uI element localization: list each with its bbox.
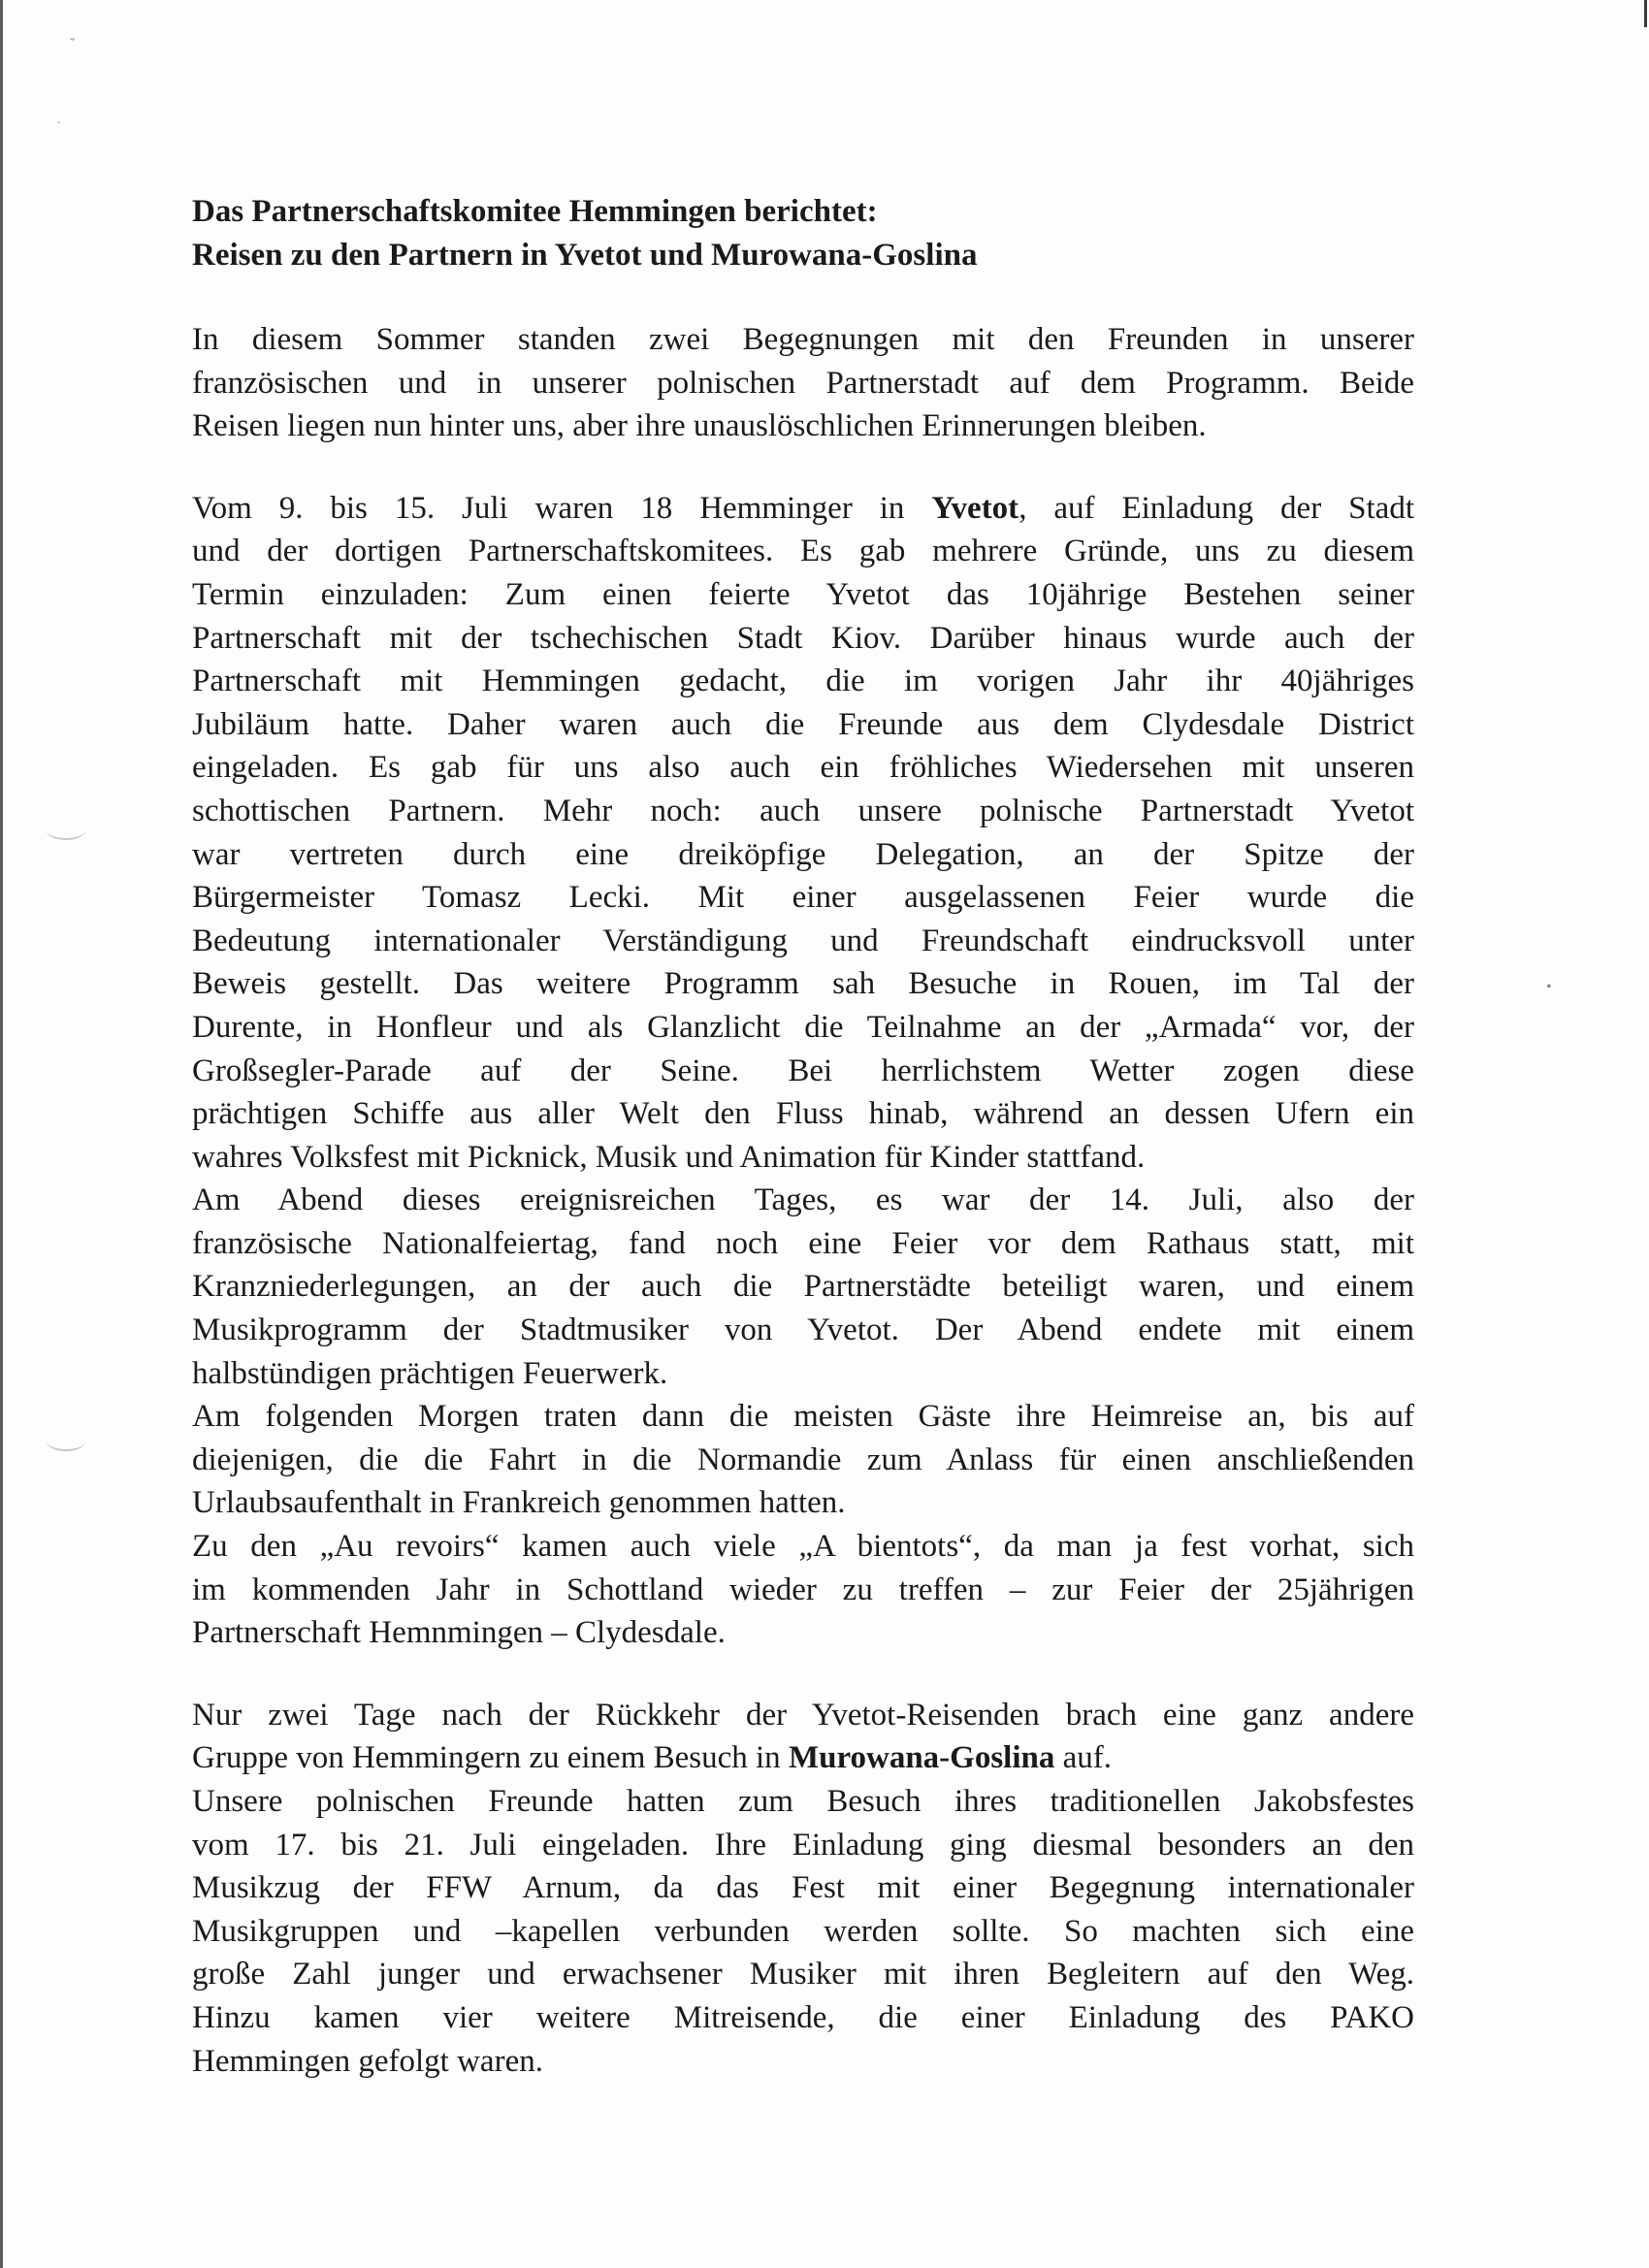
- text-line: Partnerschaft Hemnmingen – Clydesdale.: [192, 1615, 726, 1651]
- text-line: Am folgenden Morgen traten dann die meisten Gäste ihre Heimreise an, bis auf: [192, 1399, 1414, 1435]
- page-title: [192, 190, 1414, 277]
- text-line: eingeladen. Es gab für uns also auch ein fröhliches Wiedersehen mit unseren: [192, 750, 1414, 786]
- punch-hole-mark: [47, 821, 85, 840]
- place-name-yvetot: Yvetot: [931, 490, 1019, 526]
- scan-speck: •: [1546, 979, 1552, 995]
- text-run: Gruppe von Hemmingern zu einem Besuch in: [192, 1740, 789, 1776]
- text-line: im kommenden Jahr in Schottland wieder zu treffen – zur Feier der 25jährigen: [192, 1571, 1414, 1607]
- text-line: Reisen liegen nun hinter uns, aber ihre unauslöschlichen Erinnerungen bleiben.: [192, 408, 1207, 444]
- text-line: Musikgruppen und –kapellen verbunden werden sollte. So machten sich eine: [192, 1913, 1414, 1949]
- text-line: [192, 1736, 1414, 1780]
- scan-speck: ˇ: [70, 36, 76, 52]
- text-line: Urlaubsaufenthalt in Frankreich genommen hatten.: [192, 1485, 846, 1521]
- text-line: Musikprogramm der Stadtmusiker von Yvetot. Der Abend endete mit einem: [192, 1312, 1414, 1348]
- text-line: vom 17. bis 21. Juli eingeladen. Ihre Einladung ging diesmal besonders an den: [192, 1827, 1414, 1863]
- text-line: Hemmingen gefolgt waren.: [192, 2043, 543, 2079]
- text-line: Unsere polnischen Freunde hatten zum Besuch ihres traditionellen Jakobsfestes: [192, 1784, 1414, 1819]
- place-name-murowana-goslina: Murowana-Goslina: [788, 1740, 1055, 1776]
- text-run: Vom 9. bis 15. Juli waren 18 Hemminger in: [192, 490, 932, 526]
- text-line: Hinzu kamen vier weitere Mitreisende, die einer Einladung des PAKO: [192, 1999, 1414, 2035]
- title-line-1: Das Partnerschaftskomitee Hemmingen berichtet:: [192, 194, 878, 229]
- paragraph-jakobsfest: [192, 1780, 1414, 2083]
- paragraph-murowana: [192, 1694, 1414, 1780]
- text-line: Beweis gestellt. Das weitere Programm sah Besuche in Rouen, im Tal der: [192, 966, 1414, 1002]
- paragraph-evening: [192, 1179, 1414, 1395]
- text-line: Zu den „Au revoirs“ kamen auch viele „A bientots“, da man ja fest vorhat, sich: [192, 1529, 1414, 1565]
- text-line: Bedeutung internationaler Verständigung und Freundschaft eindrucksvoll unter: [192, 923, 1414, 958]
- paragraph-yvetot: [192, 487, 1414, 1180]
- title-line-2: Reisen zu den Partnern in Yvetot und Murowana-Goslina: [192, 238, 978, 273]
- letter-page: [192, 190, 1414, 2083]
- text-run: auf.: [1054, 1740, 1113, 1776]
- text-line: Großsegler-Parade auf der Seine. Bei herrlichstem Wetter zogen diese: [192, 1053, 1414, 1088]
- scan-edge-left: [0, 0, 3, 2268]
- punch-hole-mark: [47, 1432, 85, 1451]
- text-line: [192, 487, 1414, 531]
- text-line: prächtigen Schiffe aus aller Welt den Fluss hinab, während an dessen Ufern ein: [192, 1096, 1414, 1132]
- text-line: halbstündigen prächtigen Feuerwerk.: [192, 1355, 668, 1391]
- text-line: wahres Volksfest mit Picknick, Musik und Animation für Kinder stattfand.: [192, 1139, 1146, 1175]
- text-line: Bürgermeister Tomasz Lecki. Mit einer ausgelassenen Feier wurde die: [192, 880, 1414, 916]
- scan-edge-right: [1644, 0, 1647, 27]
- scan-speck: ˙: [56, 119, 62, 136]
- text-line: französische Nationalfeiertag, fand noch eine Feier vor dem Rathaus statt, mit: [192, 1225, 1414, 1261]
- text-run: , auf Einladung der Stadt: [1018, 490, 1414, 526]
- paragraph-departure: [192, 1395, 1414, 1525]
- text-line: In diesem Sommer standen zwei Begegnungen mit den Freunden in unserer: [192, 322, 1414, 357]
- text-line: Am Abend dieses ereignisreichen Tages, es war der 14. Juli, also der: [192, 1183, 1414, 1218]
- text-line: und der dortigen Partnerschaftskomitees. Es gab mehrere Gründe, uns zu diesem: [192, 534, 1414, 569]
- paragraph-farewell: [192, 1525, 1414, 1655]
- text-line: Musikzug der FFW Arnum, da das Fest mit einer Begegnung internationaler: [192, 1870, 1414, 1906]
- text-line: Partnerschaft mit der tschechischen Stadt Kiov. Darüber hinaus wurde auch der: [192, 620, 1414, 656]
- text-line: war vertreten durch eine dreiköpfige Delegation, an der Spitze der: [192, 836, 1414, 872]
- text-line: diejenigen, die die Fahrt in die Normandie zum Anlass für einen anschließenden: [192, 1442, 1414, 1477]
- paragraph-intro: [192, 318, 1414, 448]
- text-line: schottischen Partnern. Mehr noch: auch unsere polnische Partnerstadt Yvetot: [192, 793, 1414, 828]
- text-line: Durente, in Honfleur und als Glanzlicht die Teilnahme an der „Armada“ vor, der: [192, 1009, 1414, 1045]
- text-line: französischen und in unserer polnischen Partnerstadt auf dem Programm. Beide: [192, 365, 1414, 401]
- text-line: Kranzniederlegungen, an der auch die Partnerstädte beteiligt waren, und einem: [192, 1269, 1414, 1305]
- text-line: Nur zwei Tage nach der Rückkehr der Yvetot-Reisenden brach eine ganz andere: [192, 1697, 1414, 1733]
- text-line: große Zahl junger und erwachsener Musiker mit ihren Begleitern auf den Weg.: [192, 1957, 1414, 1993]
- text-line: Partnerschaft mit Hemmingen gedacht, die im vorigen Jahr ihr 40jähriges: [192, 664, 1414, 699]
- text-line: Termin einzuladen: Zum einen feierte Yvetot das 10jährige Bestehen seiner: [192, 576, 1414, 612]
- text-line: Jubiläum hatte. Daher waren auch die Freunde aus dem Clydesdale District: [192, 706, 1414, 742]
